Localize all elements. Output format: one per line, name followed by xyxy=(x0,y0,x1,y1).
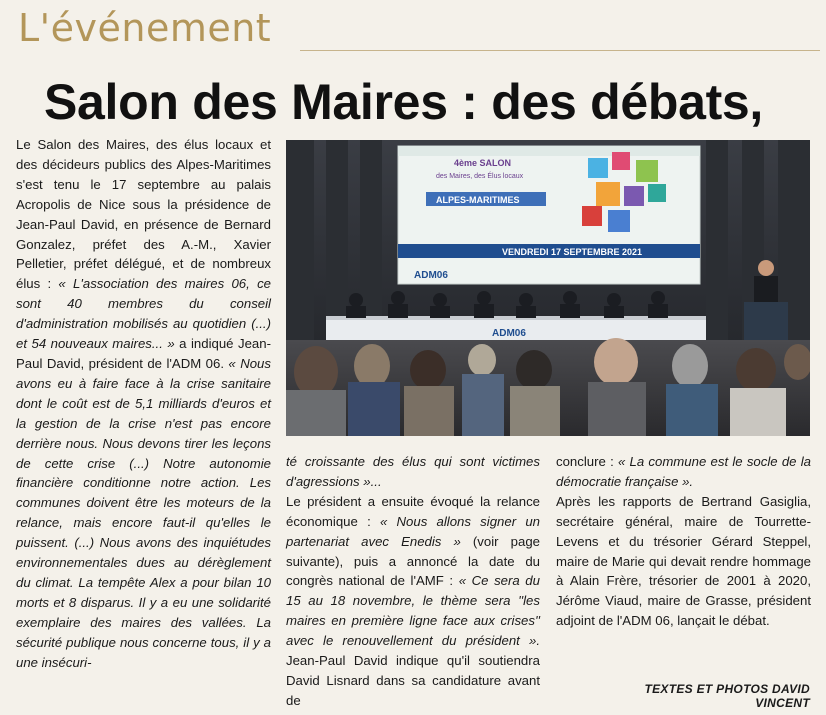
article-column-1 xyxy=(16,135,271,672)
quote-run: « La commune est le socle de la démocratie française ». xyxy=(556,454,811,489)
text-run: a indiqué Jean-Paul David, président de l'ADM 06. xyxy=(16,336,271,371)
photo-credit: TEXTES ET PHOTOS DAVID VINCENT xyxy=(644,682,810,710)
quote-run: « Ce sera du 15 au 18 novembre, le thème sera ''les maires en première ligne face aux crises'' avec le renouvellement du président ». xyxy=(286,573,540,649)
article-column-3 xyxy=(556,452,811,631)
text-run: Le Salon des Maires, des élus locaux et des décideurs publics des Alpes-Maritimes s'est tenu le 17 septembre au palais Acropolis de Nice sous la présidence de Jean-Paul David, en présence de Bernard Gonzalez, préfet des A.-M., Xavier Pelletier, préfet délégué, et de nombreux élus : xyxy=(16,137,271,292)
table-banner-logo: ADM06 xyxy=(492,328,526,339)
quote-run: « Nous avons eu à faire face à la crise sanitaire dont le coût est de 5,1 milliards d'euros et la gestion de la crise n'est pas encore derrière nous. Nous devons tirer les leçons de cette crise (...) Notre autonomie financière conditionne notre action. Les communes doivent être les moteurs de la relance, mais encore faut-il qu'elles le puissent. (...) Nous avons des inquiétudes environnementales dues au dérèglement du climat. La tempête Alex a pour bilan 10 morts et 8 disparus. Il y a eu une solidarité exemplaire des maires des vallées. La sécurité publique nous concerne tous, il y a une insécuri- xyxy=(16,355,271,670)
screen-line-1: 4ème SALON xyxy=(454,158,512,168)
quote-run: « Nous allons signer un partenariat avec Enedis » xyxy=(286,513,540,549)
column-3-paragraph-2 xyxy=(556,492,811,631)
section-rubric: L'événement xyxy=(18,6,272,50)
screen-line-2: des Maires, des Élus locaux xyxy=(436,173,524,180)
column-2-paragraph-1 xyxy=(286,452,540,492)
text-run: (voir page suivante), puis a annoncé la date du congrès national de l'AMF : xyxy=(286,533,540,589)
article-headline: Salon des Maires : des débats, xyxy=(44,74,764,130)
article-column-2 xyxy=(286,452,540,711)
rubric-divider xyxy=(300,50,820,51)
conference-photo xyxy=(286,140,810,436)
column-1-paragraph xyxy=(16,135,271,672)
column-2-paragraph-2 xyxy=(286,492,540,711)
text-run: Le président a ensuite évoqué la relance économique : xyxy=(286,493,540,529)
conference-photo-illustration xyxy=(286,140,810,436)
screen-logo: ADM06 xyxy=(414,270,448,281)
text-run: Jean-Paul David indique qu'il soutiendra David Lisnard dans sa candidature avant de xyxy=(286,653,540,708)
quote-run: « L'association des maires 06, ce sont 40 membres du conseil d'administration mobilisés au quotidien (...) et 54 nouveaux maires... » xyxy=(16,276,272,352)
column-3-paragraph-1 xyxy=(556,452,811,492)
text-run: Après les rapports de Bertrand Gasiglia, secrétaire général, maire de Tourrette-Levens et du trésorier Gérard Steppel, maire de Marie qui devait rendre hommage à Alain Frère, trésorier de 2001 à 2020, Jérôme Viaud, maire de Grasse, président adjoint de l'ADM 06, lançait le débat. xyxy=(556,493,811,629)
text-run: conclure : xyxy=(556,454,618,469)
screen-date: VENDREDI 17 SEPTEMBRE 2021 xyxy=(502,247,643,257)
quote-run: té croissante des élus qui sont victimes d'agressions »... xyxy=(286,454,540,489)
screen-line-3: ALPES-MARITIMES xyxy=(436,195,520,205)
